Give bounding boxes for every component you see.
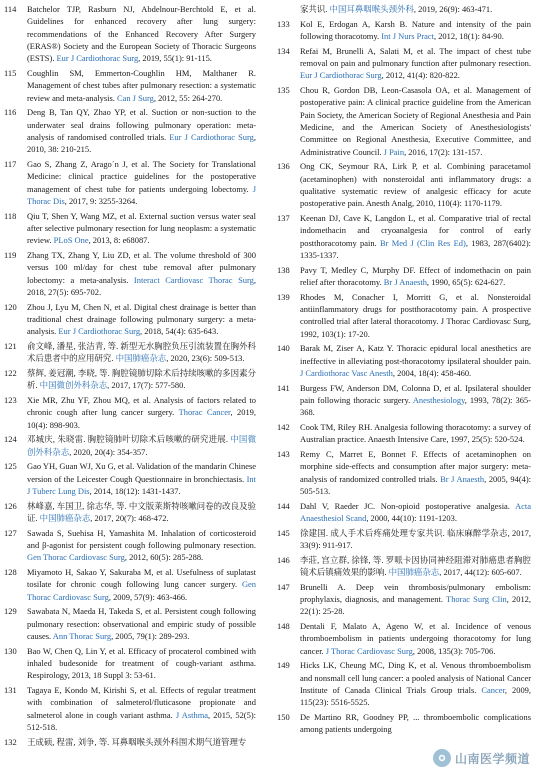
reference-body	[27, 684, 256, 733]
reference-body	[27, 605, 256, 642]
reference-text: 王成硕, 程雷, 刘争, 等. 耳鼻咽喉头颈外科围术期气道管理专	[27, 736, 247, 747]
journal-link[interactable]: Interact Cardiovasc Thorac Surg	[133, 274, 254, 285]
reference-citation-details: , 2012, 41(4): 820-822.	[381, 70, 460, 81]
journal-link[interactable]: PLoS One	[53, 235, 89, 246]
reference-citation-details: , 2012, 22(1): 25-28.	[300, 593, 532, 617]
reference-entry	[4, 340, 256, 365]
reference-entry	[4, 684, 256, 733]
reference-citation-details: , 2005, 79(1): 289-293.	[111, 630, 190, 641]
journal-link[interactable]: 中国微创外科杂志	[39, 380, 108, 391]
reference-entry	[4, 158, 256, 207]
reference-text: Chou R, Gordon DB, Leon-Casasola OA, et al. Management of postoperative pain: A clinical practice guideline from the American Pain Society, the American Society of Regional Anesthesia and Pain Medicine, and the American Society of Anesthesiologists' Committee on Regional Anesthesia, Executive Committee, and Administrative Council.	[300, 84, 531, 157]
reference-text: Batchelor TJP, Rasburn NJ, Abdelnour-Berchtold E, et al. Guidelines for enhanced recovery after lung surgery: recommendations of the Enhanced Recovery After Surgery (ERAS®) Society and the European Society of Thoracic Surgeons (ESTS).	[27, 4, 256, 64]
reference-text: Gao S, Zhang Z, Arago´n J, et al. The Society for Translational Medicine: clinical practice guidelines for the postoperative management of chest tube for patients undergoing lobectomy.	[27, 159, 256, 194]
reference-number: 131	[4, 684, 17, 695]
journal-link[interactable]: 中国微创外科杂志	[27, 434, 257, 457]
journal-link[interactable]: Gen Thorac Cardiovasc Surg	[27, 579, 256, 602]
reference-body	[27, 433, 256, 458]
journal-link[interactable]: Br J Anaesth	[440, 473, 485, 484]
reference-entry	[277, 84, 531, 158]
reference-body	[27, 3, 256, 65]
journal-link[interactable]: Ann Thorac Surg	[52, 630, 112, 641]
reference-text: Coughlin SM, Emmerton-Coughlin HM, Malthaner R. Management of chest tubes after pulmonary resection: a systematic review and meta-analysis.	[27, 68, 256, 103]
reference-text: Brunelli A. Deep vein thrombosis/pulmonary embolism: prophylaxis, diagnosis, and management.	[300, 581, 531, 604]
right-reference-column	[277, 3, 531, 738]
reference-citation-details: , 2009, 115(23): 5516-5525.	[300, 684, 531, 708]
reference-text: Burgess FW, Anderson DM, Colonna D, et al. Ipsilateral shoulder pain following thoracic surgery.	[300, 382, 531, 405]
journal-link[interactable]: Cancer	[481, 684, 505, 695]
reference-citation-details: , 2012, 18(1): 84-90.	[433, 30, 504, 41]
reference-number	[277, 3, 300, 15]
reference-citation-details: , 1983, 287(6402): 1335-1337.	[300, 237, 531, 261]
reference-citation-details: , 2000, 44(10): 1191-1203.	[366, 512, 457, 523]
reference-body	[27, 210, 256, 247]
reference-number: 140	[277, 343, 290, 354]
journal-link[interactable]: Br J Anaesth	[383, 277, 427, 287]
reference-body	[27, 527, 256, 564]
reference-text: Sawada S, Suehisa H, Yamashita M. Inhalation of corticosteroid and β-agonist for persistent cough following pulmonary resection.	[27, 527, 256, 550]
reference-body	[27, 106, 256, 155]
reference-number: 127	[4, 527, 17, 538]
reference-text: Remy C, Marret E, Bonnet F. Effects of acetaminophen on morphine side-effects and consumption after major surgery: meta-analysis of randomized controlled trials.	[300, 448, 531, 484]
reference-entry	[4, 500, 256, 525]
reference-entry	[277, 18, 531, 43]
reference-number: 122	[4, 368, 17, 378]
reference-number: 139	[277, 291, 290, 302]
reference-text: Zhou J, Lyu M, Chen N, et al. Digital chest drainage is better than traditional chest drainage following pulmonary surgery: a meta-analysis.	[27, 301, 256, 337]
reference-number: 129	[4, 606, 17, 617]
reference-number: 150	[277, 711, 290, 722]
reference-body	[27, 460, 256, 497]
reference-entry	[4, 736, 256, 748]
reference-text: Barak M, Ziser A, Katz Y. Thoracic epidural local anesthetics are ineffective in alleviating post-thoracotomy ipsilateral shoulder pain.	[300, 343, 531, 366]
reference-number: 118	[4, 210, 17, 221]
reference-text: Kol E, Erdogan A, Karsh B. Nature and intensity of the pain following thoracotomy.	[300, 18, 531, 41]
reference-entry	[277, 160, 531, 209]
reference-body	[27, 367, 256, 392]
reference-citation-details: , 2019, 10(4): 898-903.	[27, 407, 256, 430]
reference-body	[27, 500, 256, 525]
journal-link[interactable]: Eur J Cardiothorac Surg	[169, 132, 254, 143]
reference-number: 146	[277, 554, 290, 565]
reference-citation-details: , 2018, 54(4): 635-643.	[140, 326, 219, 337]
reference-body	[300, 448, 531, 497]
reference-citation-details: , 2017, 17(7): 577-580.	[107, 380, 186, 391]
reference-citation-details: , 2018, 27(5): 695-702.	[27, 274, 256, 298]
reference-entry	[4, 210, 256, 247]
reference-text: Deng B, Tan QY, Zhao YP, et al. Suction or non-suction to the underwater seal drains following pulmonary operation: meta-analysis of randomised controlled trials.	[27, 107, 256, 143]
reference-citation-details: , 2017, 44(12): 605-607.	[439, 566, 522, 577]
reference-entry	[277, 3, 531, 15]
reference-entry	[4, 645, 256, 682]
reference-number: 121	[4, 341, 17, 352]
reference-text: Pavy T, Medley C, Murphy DF. Effect of indomethacin on pain relief after thoracotomy.	[300, 264, 531, 287]
reference-number: 149	[277, 660, 290, 671]
reference-citation-details: , 2014, 18(12): 1431-1437.	[89, 485, 181, 496]
reference-entry	[277, 342, 531, 379]
reference-body	[27, 645, 256, 682]
reference-entry	[4, 433, 256, 458]
reference-body	[27, 394, 256, 431]
reference-number: 136	[277, 161, 290, 172]
reference-number: 119	[4, 250, 17, 261]
reference-number: 123	[4, 394, 17, 405]
reference-number: 134	[277, 45, 290, 56]
watermark	[433, 749, 530, 767]
journal-link[interactable]: Thorac Surg Clin	[446, 593, 507, 604]
watermark-logo-icon	[433, 749, 451, 767]
reference-text: 李莊, 宫立群, 徐锋, 等. 罗哌卡因协同神经阻滞对肺癌患者胸腔镜术后镇痛效果的影响.	[300, 554, 531, 577]
reference-entry	[277, 448, 531, 497]
reference-entry	[277, 382, 531, 419]
reference-citation-details: , 2009, 57(9): 463-466.	[108, 591, 188, 602]
journal-link[interactable]: Can J Surg	[116, 92, 154, 103]
reference-body	[300, 84, 531, 158]
journal-link[interactable]: J Pain	[383, 146, 405, 157]
reference-entry	[4, 394, 256, 431]
reference-number: 128	[4, 566, 17, 577]
reference-number: 115	[4, 68, 17, 79]
reference-number: 130	[4, 645, 17, 656]
reference-citation-details: , 2013, 8: e68087.	[88, 235, 150, 246]
reference-citation-details: , 2005, 94(4): 505-513.	[300, 473, 531, 496]
reference-number: 125	[4, 461, 17, 472]
reference-number: 126	[4, 500, 17, 511]
reference-body	[300, 659, 531, 708]
reference-number: 120	[4, 301, 17, 312]
reference-text: Sawabata N, Maeda H, Takeda S, et al. Persistent cough following pulmonary resection: observational and empiric study of possible causes.	[27, 606, 256, 641]
reference-text: Miyamoto H, Sakao Y, Sakuraba M, et al. Usefulness of suplatast tosilate for chronic cough following lung cancer surgery.	[27, 566, 256, 590]
reference-citation-details: , 2017, 9: 3255-3264.	[64, 196, 138, 207]
reference-entry	[4, 106, 256, 155]
reference-entry	[277, 659, 531, 708]
reference-text: Tagaya E, Kondo M, Kirishi S, et al. Effects of regular treatment with combination of salmeterol/fluticasone propionate and salmeterol alone in cough variant asthma.	[27, 684, 256, 720]
reference-citation-details: , 2008, 135(3): 705-706.	[412, 645, 496, 656]
journal-link[interactable]: Gen Thorac Cardiovasc Surg	[27, 552, 125, 563]
reference-text: Cook TM, Riley RH. Analgesia following thoracotomy: a survey of Australian practice. Anaesth Intensive Care, 1997, 25(5): 520-524.	[300, 421, 531, 445]
journal-link[interactable]: 中国肺癌杂志	[115, 353, 167, 364]
journal-link[interactable]: Int J Nurs Pract	[381, 30, 434, 41]
journal-link[interactable]: Eur J Cardiothorac Surg	[300, 70, 382, 81]
reference-text: Rhodes M, Conacher I, Morritt G, et al. Nonsteroidal antiinflammatory drugs for postthoracotomy pain. A prospective controlled trial after lateral thoracotomy. J Thorac Cardiovasc Surg, 1992, 103(1): 17-20.	[300, 291, 531, 339]
reference-text: 俞文峰, 潘星, 张洁青, 等. 新型无水胸腔负压引流装置在胸外科术后患者中的应用研究.	[27, 341, 256, 364]
reference-body	[300, 342, 531, 379]
journal-link[interactable]: Br Med J (Clin Res Ed)	[379, 237, 466, 248]
reference-text: Ong CK, Seymour RA, Lirk P, et al. Combining paracetamol (acetaminophen) with nonsteroidal anti inflammatory drugs: a qualitative systematic review of analgesic efficacy for acute postoperative pain. Anesth Analg, 2010, 110(4): 1170-1179.	[300, 161, 531, 209]
reference-entry	[277, 264, 531, 289]
reference-citation-details: , 2019, 26(9): 463-471.	[413, 4, 493, 14]
reference-text: Xie MR, Zhu YF, Zhou MQ, et al. Analysis of factors related to chronic cough after lung cancer surgery.	[27, 394, 256, 418]
reference-body	[300, 18, 531, 43]
reference-citation-details: , 2010, 38: 210-215.	[27, 132, 256, 155]
reference-text: Dentali F, Malato A, Ageno W, et al. Incidence of venous thromboembolism in patients undergoing thoracotomy for lung cancer.	[300, 620, 531, 656]
journal-link[interactable]: J Thorac Dis	[27, 183, 256, 207]
journal-link[interactable]: J Thorac Cardiovasc Surg	[325, 645, 413, 656]
reference-number: 117	[4, 159, 17, 170]
reference-entry	[277, 554, 531, 579]
reference-number: 145	[277, 527, 290, 538]
reference-number: 137	[277, 212, 290, 223]
journal-link[interactable]: Acta Anaesthesiol Scand	[300, 500, 531, 523]
reference-text: De Martino RR, Goodney PP, ... thromboembolic complications among patients undergoing	[300, 711, 531, 735]
reference-body	[300, 382, 531, 419]
reference-number: 114	[4, 4, 17, 14]
reference-body	[300, 554, 531, 579]
left-reference-column	[4, 3, 256, 750]
reference-number: 124	[4, 434, 17, 445]
reference-text: Keenan DJ, Cave K, Langdon L, et al. Comparative trial of rectal indomethacin and cryoanalgesia for control of early postthoracotomy pain.	[300, 212, 531, 248]
journal-link[interactable]: J Cardiothorac Vasc Anesth	[300, 368, 393, 378]
reference-body	[300, 291, 531, 340]
reference-body	[27, 736, 256, 748]
reference-body	[300, 421, 531, 446]
reference-number: 147	[277, 581, 290, 592]
reference-text: 家共识.	[300, 4, 330, 14]
watermark-text: 山南医学频道	[454, 751, 530, 766]
reference-text: 徐建国. 成人手术后疼痛处理专家共识. 临床麻醉学杂志, 2017, 33(9): 911-917.	[300, 527, 531, 550]
reference-number: 138	[277, 264, 290, 275]
reference-entry	[277, 212, 531, 261]
reference-text: Qiu T, Shen Y, Wang MZ, et al. External suction versus water seal after selective pulmonary resection for lung neoplasm: a systematic review.	[27, 210, 256, 246]
reference-entry	[277, 421, 531, 446]
reference-body	[27, 67, 256, 104]
reference-body	[300, 45, 531, 82]
journal-link[interactable]: 中国肺癌杂志	[388, 566, 440, 577]
reference-citation-details: , 2020, 20(4): 354-357.	[69, 446, 148, 457]
reference-body	[27, 249, 256, 298]
reference-entry	[4, 605, 256, 642]
journal-link[interactable]: Eur J Cardiothorac Surg	[56, 53, 139, 64]
reference-body	[300, 527, 531, 552]
reference-body	[300, 264, 531, 289]
reference-citation-details: , 1993, 78(2): 365-368.	[300, 394, 531, 418]
reference-entry	[277, 45, 531, 82]
reference-text: Refai M, Brunelli A, Salati M, et al. The impact of chest tube removal on pain and pulmonary function after pulmonary resection.	[300, 45, 531, 68]
reference-number: 135	[277, 84, 290, 95]
reference-text: Bao W, Chen Q, Lin Y, et al. Efficacy of procaterol combined with inhaled budesonide for treatment of cough-variant asthma. Respirology, 2013, 18 Suppl 3: 53-61.	[27, 645, 256, 681]
reference-text: 林峰嘉, 车国卫, 徐志华, 等. 中文版莱斯特咳嗽问卷的改良及验证.	[27, 500, 256, 523]
reference-body	[27, 301, 256, 338]
reference-citation-details: , 2012, 60(5): 285-288.	[124, 552, 204, 563]
reference-entry	[277, 581, 531, 618]
reference-entry	[4, 566, 256, 603]
reference-body	[300, 212, 531, 261]
reference-entry	[4, 301, 256, 338]
journal-link[interactable]: Anesthesiology	[412, 394, 465, 405]
reference-number: 132	[4, 736, 17, 747]
reference-entry	[277, 291, 531, 340]
reference-text: Hicks LK, Cheung MC, Ding K, et al. Venous thromboembolism and nonsmall cell lung cancer: a pooled analysis of National Cancer Institute of Canada Clinical Trials Group trials.	[300, 660, 531, 695]
reference-text: 蔡辉, 姜冠潮, 李晓, 等. 胸腔镜肺切除术后持续咳嗽的多因素分析.	[27, 368, 256, 391]
reference-entry	[277, 500, 531, 525]
reference-body	[27, 340, 256, 365]
reference-entry	[277, 620, 531, 657]
reference-body	[300, 160, 531, 209]
reference-citation-details: , 2016, 17(2): 131-157.	[404, 146, 483, 157]
journal-link[interactable]: Int J Tuberc Lung Dis	[27, 473, 256, 496]
reference-number: 144	[277, 500, 290, 511]
reference-entry	[277, 527, 531, 552]
reference-body	[300, 500, 531, 525]
reference-body	[300, 581, 531, 618]
reference-citation-details: , 2004, 18(4): 458-460.	[392, 368, 472, 378]
reference-citation-details: , 2019, 55(1): 91-115.	[138, 53, 212, 64]
reference-entry	[4, 460, 256, 497]
reference-text: Dahl V, Raeder JC. Non-opioid postoperative analgesia.	[300, 500, 516, 511]
reference-text: Gao YH, Guan WJ, Xu G, et al. Validation of the mandarin Chinese version of the Leicester Cough Questionnaire in bronchiectasis.	[27, 461, 256, 484]
reference-body	[27, 158, 256, 207]
journal-link[interactable]: Thorac Cancer	[178, 407, 231, 418]
reference-number: 116	[4, 107, 17, 118]
reference-body	[300, 3, 531, 15]
reference-number: 143	[277, 448, 290, 459]
reference-body	[300, 620, 531, 657]
reference-number: 142	[277, 421, 290, 432]
reference-body	[300, 711, 531, 736]
reference-entry	[4, 67, 256, 104]
reference-text: 邓城庆, 朱晓雷. 胸腔镜肺叶切除术后咳嗽的研究进展.	[27, 434, 231, 445]
journal-link[interactable]: J Asthma	[175, 709, 209, 720]
reference-citation-details: , 2012, 55: 264-270.	[153, 92, 223, 103]
journal-link[interactable]: 中国耳鼻咽喉头颈外科	[329, 4, 414, 14]
reference-entry	[4, 527, 256, 564]
reference-text: Zhang TX, Zhang Y, Liu ZD, et al. The volume threshold of 300 versus 100 ml/day for chest tube removal after pulmonary lobectomy: a meta-analysis.	[27, 250, 256, 285]
reference-citation-details: , 2017, 20(7): 468-472.	[90, 512, 169, 523]
reference-number: 148	[277, 620, 290, 631]
reference-body	[27, 566, 256, 603]
reference-entry	[4, 3, 256, 65]
reference-number: 141	[277, 382, 290, 393]
journal-link[interactable]: Eur J Cardiothorac Surg	[58, 326, 141, 337]
journal-link[interactable]: 中国肺癌杂志	[39, 512, 91, 523]
reference-citation-details: , 2015, 52(5): 512-518.	[27, 709, 256, 732]
reference-citation-details: , 2020, 23(6): 509-513.	[166, 353, 245, 364]
reference-entry	[4, 249, 256, 298]
reference-entry	[4, 367, 256, 392]
reference-number: 133	[277, 18, 290, 29]
reference-entry	[277, 711, 531, 736]
reference-citation-details: , 1990, 65(5): 624-627.	[426, 277, 506, 287]
